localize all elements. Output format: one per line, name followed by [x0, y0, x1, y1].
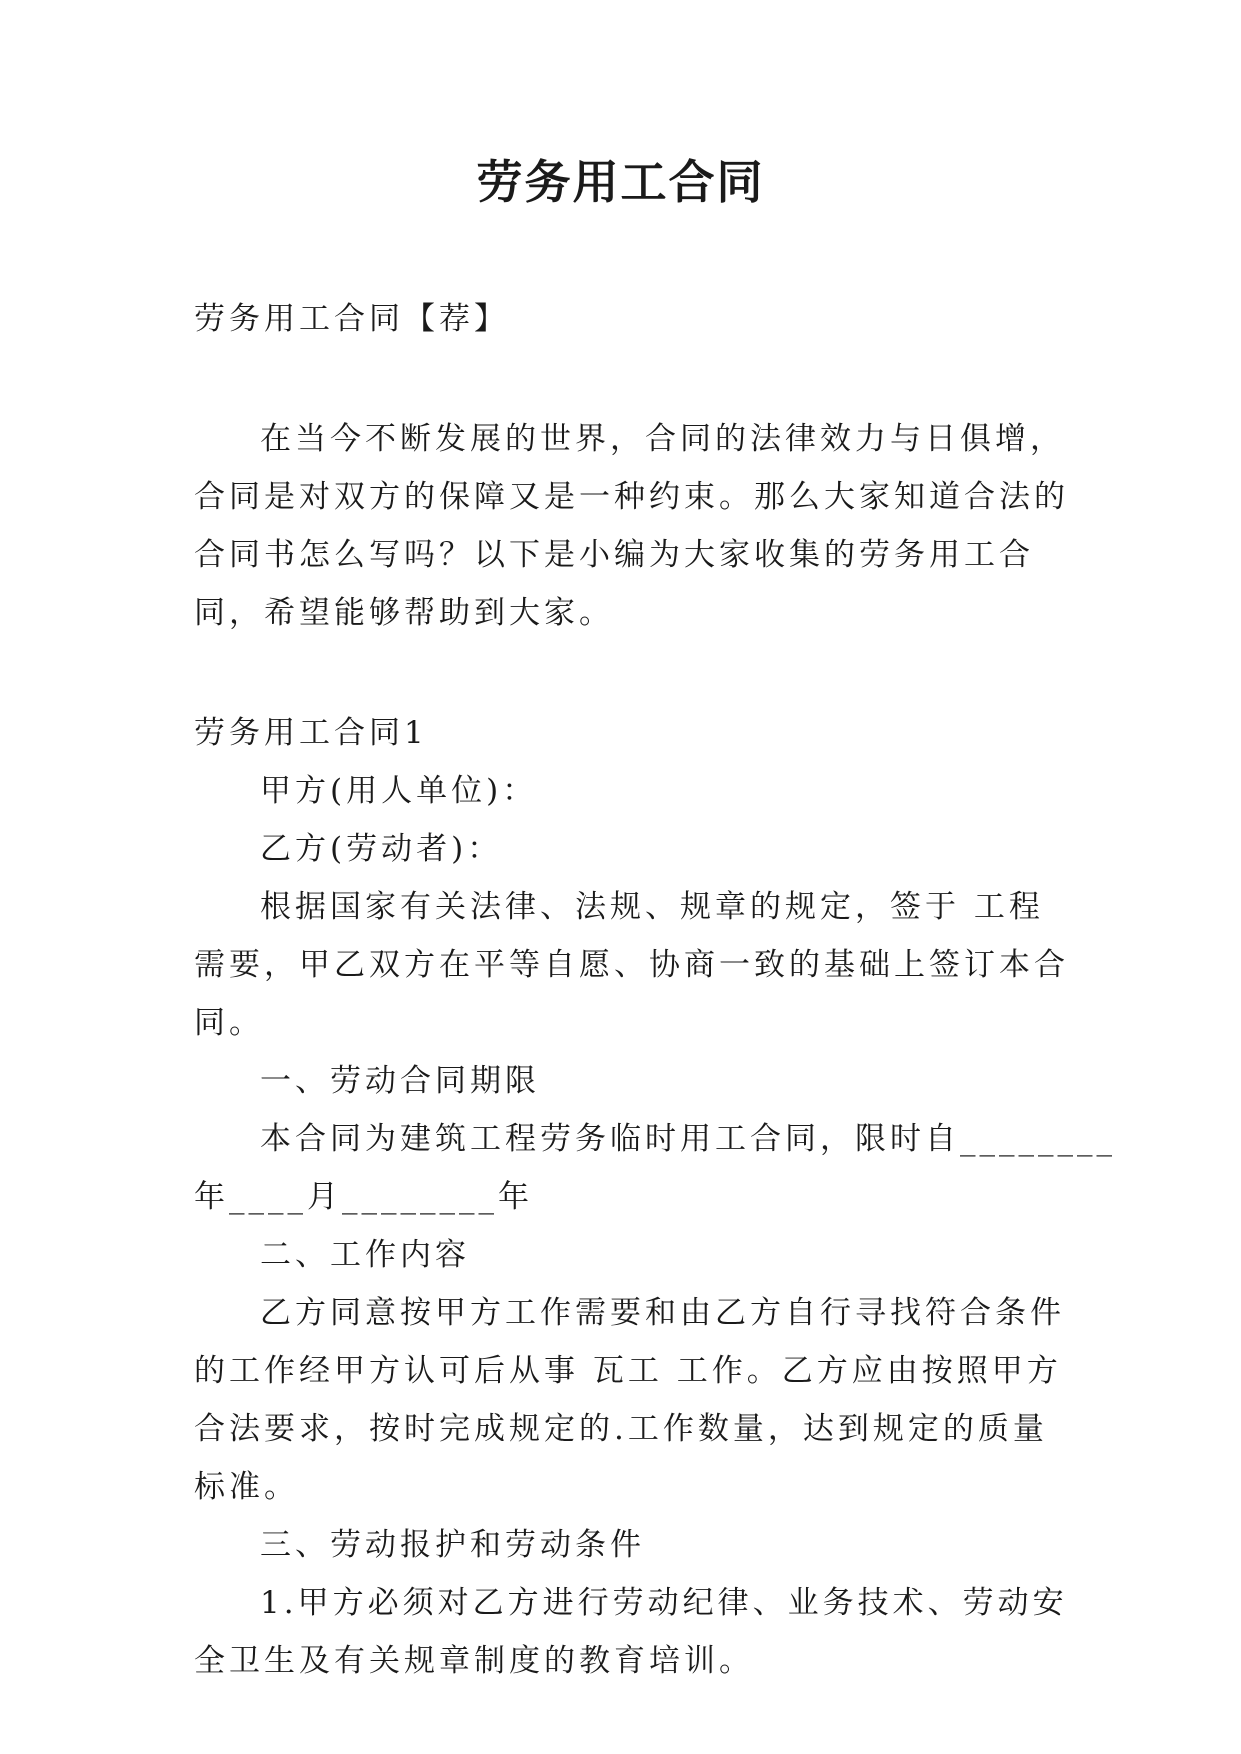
basis-paragraph: 根据国家有关法律、法规、规章的规定，签于 工程需要，甲乙双方在平等自愿、协商一致的基础上签订本合同。	[194, 889, 1069, 1041]
document-subtitle: 劳务用工合同【荐】	[194, 301, 509, 337]
document-body	[194, 290, 1116, 1690]
party-a-line: 甲方(用人单位)：	[260, 773, 538, 809]
clause-1-heading: 一、劳动合同期限	[260, 1063, 540, 1099]
clause-2-paragraph: 乙方同意按甲方工作需要和由乙方自行寻找符合条件的工作经甲方认可后从事 瓦工 工作。乙方应由按照甲方合法要求，按时完成规定的.工作数量，达到规定的质量标准。	[194, 1295, 1065, 1505]
document-title: 劳务用工合同	[476, 155, 765, 209]
clause-3-heading: 三、劳动报护和劳动条件	[260, 1527, 645, 1563]
clause-1-term-line: 本合同为建筑工程劳务临时用工合同，限时自________	[260, 1121, 1116, 1157]
clause-1-date-line: 年____月________年	[194, 1179, 533, 1215]
intro-paragraph: 在当今不断发展的世界，合同的法律效力与日俱增，合同是对双方的保障又是一种约束。那么大家知道合法的合同书怎么写吗？以下是小编为大家收集的劳务用工合同，希望能够帮助到大家。	[194, 421, 1069, 631]
party-b-line: 乙方(劳动者)：	[260, 831, 503, 867]
section-heading: 劳务用工合同1	[194, 715, 428, 751]
clause-3-item-1: 1.甲方必须对乙方进行劳动纪律、业务技术、劳动安全卫生及有关规章制度的教育培训。	[194, 1585, 1068, 1679]
clause-2-heading: 二、工作内容	[260, 1237, 470, 1273]
